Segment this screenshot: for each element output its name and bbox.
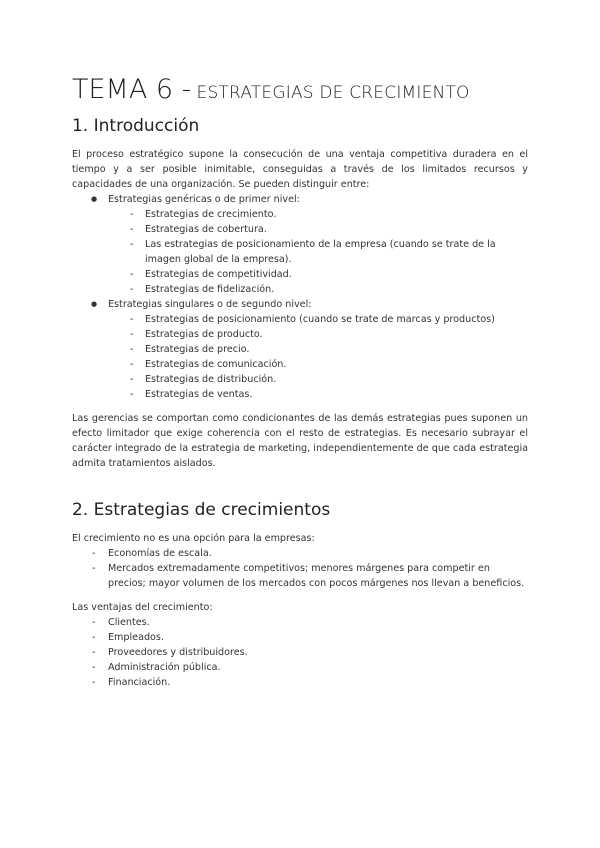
list-item: [72, 546, 528, 561]
list-item: [72, 267, 528, 282]
bullet-icon: ●: [91, 300, 98, 308]
list-item-text: Economías de escala.: [108, 548, 212, 559]
list-item-text: Proveedores y distribuidores.: [108, 647, 248, 658]
list-item: [72, 312, 528, 327]
dash-list: [72, 546, 528, 591]
list-item: [72, 630, 528, 645]
list-item-text: Financiación.: [108, 677, 171, 688]
dash-icon: -: [130, 389, 134, 400]
dash-icon: -: [92, 677, 96, 688]
list-item: [72, 222, 528, 237]
section-heading: 2. Estrategias de crecimientos: [72, 500, 331, 520]
list-item-text: Estrategias de posicionamiento (cuando se trate de marcas y productos): [145, 314, 495, 325]
list-item: [72, 342, 528, 357]
list-item-text: Administración pública.: [108, 662, 221, 673]
dash-icon: -: [92, 632, 96, 643]
dash-icon: -: [130, 269, 134, 280]
dash-icon: -: [92, 617, 96, 628]
dash-icon: -: [130, 224, 134, 235]
title-text: ESTRATEGIAS DE CRECIMIENTO: [196, 83, 470, 103]
list-item-text: Estrategias de producto.: [145, 329, 263, 340]
list-item: [72, 192, 528, 207]
list-item: [72, 357, 528, 372]
list-item-text: Estrategias de cobertura.: [145, 224, 267, 235]
list-item: [72, 660, 528, 675]
list-item: [72, 615, 528, 630]
list-item-text: Estrategias de crecimiento.: [145, 209, 277, 220]
bullet-icon: ●: [91, 195, 98, 203]
list-item: [72, 387, 528, 402]
list-item: [72, 282, 528, 297]
list-item: [72, 561, 528, 591]
list-item: [72, 675, 528, 690]
dash-icon: -: [130, 239, 134, 250]
list-item-text: Estrategias de fidelización.: [145, 284, 275, 295]
dash-icon: -: [92, 662, 96, 673]
dash-icon: -: [92, 548, 96, 559]
dash-icon: -: [130, 284, 134, 295]
bullet-list: [72, 192, 528, 402]
document-page: [72, 74, 528, 690]
list-item-text: Estrategias de ventas.: [145, 389, 253, 400]
paragraph: El proceso estratégico supone la consecución de una ventaja competitiva duradera en el tiempo y a ser posible inimitable, conseguidas a través de los limitados recursos y capacidades de una organización. Se pueden distinguir entre:: [72, 149, 528, 190]
title-number: TEMA 6 -: [72, 74, 192, 105]
dash-icon: -: [92, 563, 96, 574]
list-item-text: Estrategias genéricas o de primer nivel:: [108, 194, 300, 205]
list-item: [72, 327, 528, 342]
section-heading: 1. Introducción: [72, 116, 200, 136]
dash-icon: -: [92, 647, 96, 658]
list-item-text: Estrategias de competitividad.: [145, 269, 292, 280]
list-item: [72, 297, 528, 312]
dash-list: [72, 615, 528, 690]
list-item: [72, 645, 528, 660]
list-item-text: Estrategias singulares o de segundo nivel:: [108, 299, 312, 310]
list-item-text: Mercados extremadamente competitivos; menores márgenes para competir en precios; mayor volumen de los mercados con pocos márgenes nos llevan a beneficios.: [108, 563, 525, 589]
dash-icon: -: [130, 209, 134, 220]
list-item: [72, 372, 528, 387]
dash-icon: -: [130, 314, 134, 325]
list-item: [72, 207, 528, 222]
list-item-text: Estrategias de precio.: [145, 344, 250, 355]
list-item-text: Empleados.: [108, 632, 164, 643]
paragraph: Las ventajas del crecimiento:: [72, 602, 213, 613]
list-item-text: Las estrategias de posicionamiento de la empresa (cuando se trate de la imagen global de la empresa).: [145, 239, 496, 265]
paragraph: Las gerencias se comportan como condicionantes de las demás estrategias pues suponen un efecto limitador que exige coherencia con el resto de estrategias. Es necesario subrayar el carácter integrado de la estrategia de marketing, independientemente de que cada estrategia admita tratamientos aislados.: [72, 413, 528, 469]
dash-icon: -: [130, 374, 134, 385]
list-item: [72, 237, 528, 267]
list-item-text: Clientes.: [108, 617, 150, 628]
paragraph: El crecimiento no es una opción para la empresas:: [72, 533, 315, 544]
dash-icon: -: [130, 344, 134, 355]
dash-icon: -: [130, 329, 134, 340]
list-item-text: Estrategias de comunicación.: [145, 359, 287, 370]
page-title: [72, 74, 528, 109]
dash-icon: -: [130, 359, 134, 370]
list-item-text: Estrategias de distribución.: [145, 374, 277, 385]
